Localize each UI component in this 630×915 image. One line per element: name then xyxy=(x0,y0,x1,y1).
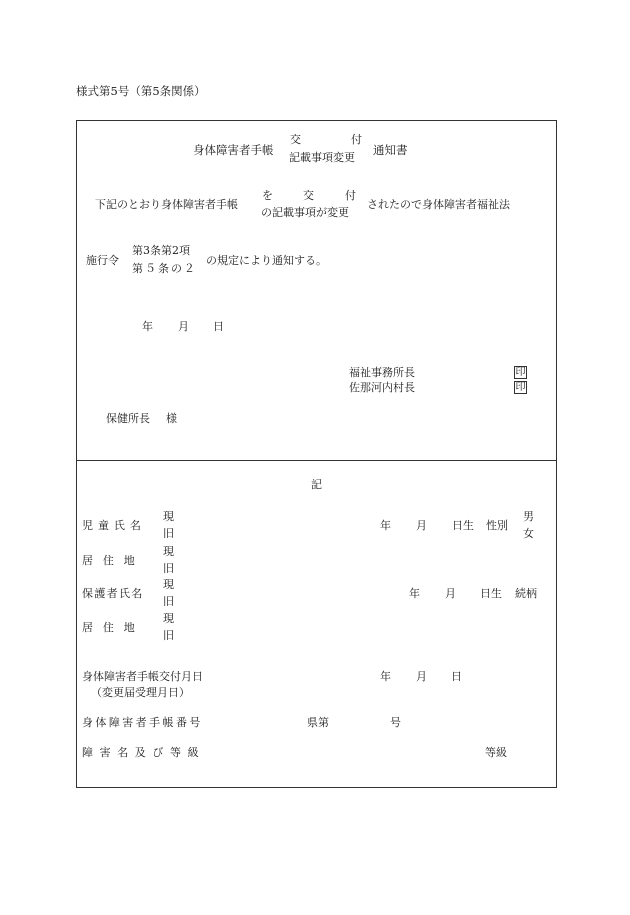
sentence2-option-top: 第3条第2項 xyxy=(132,244,190,257)
current-mark: 現 xyxy=(163,578,174,591)
birth-year: 年 xyxy=(380,519,391,532)
guardian-birth-day: 日生 xyxy=(480,587,502,600)
number-suffix: 号 xyxy=(390,716,401,729)
sentence1-suffix: されたので身体障害者福祉法 xyxy=(367,198,510,211)
issue-month: 月 xyxy=(416,670,427,683)
child-name-label: 児童氏名 xyxy=(82,519,146,532)
sentence1-option-top-a: を xyxy=(262,189,273,202)
sentence1-option-top-b: 交 xyxy=(303,189,314,202)
former-mark: 旧 xyxy=(163,527,174,540)
signer-title: 佐那河内村長 xyxy=(349,381,415,394)
signer-title: 福祉事務所長 xyxy=(349,366,415,379)
issue-day: 日 xyxy=(451,670,462,683)
sentence1-prefix: 下記のとおり身体障害者手帳 xyxy=(95,198,238,211)
guardian-name-label: 保護者氏名 xyxy=(82,587,144,600)
title-left: 身体障害者手帳 xyxy=(193,143,274,157)
disability-label: 障害名及び等級 xyxy=(82,746,206,759)
birth-month: 月 xyxy=(416,519,427,532)
sex-label: 性別 xyxy=(486,519,508,532)
guardian-birth-year: 年 xyxy=(409,587,420,600)
addressee-name: 保健所長 xyxy=(106,412,150,425)
seal-mark: 印 xyxy=(515,367,526,378)
issue-date-sublabel: （変更届受理月日） xyxy=(91,686,190,699)
details-box xyxy=(76,460,557,788)
sentence1-option-bottom: の記載事項が変更 xyxy=(261,206,349,219)
sex-male: 男 xyxy=(523,510,534,523)
birth-day: 日生 xyxy=(452,519,474,532)
issue-year: 年 xyxy=(380,670,391,683)
sentence2-suffix: の規定により通知する。 xyxy=(206,254,327,267)
date-month: 月 xyxy=(178,320,189,333)
current-mark: 現 xyxy=(163,545,174,558)
title-option-bottom: 記載事項変更 xyxy=(289,151,355,164)
former-mark: 旧 xyxy=(163,629,174,642)
address-label: 居住地 xyxy=(82,621,145,634)
details-heading: 記 xyxy=(311,478,322,491)
sex-female: 女 xyxy=(523,527,534,540)
addressee-honorific: 様 xyxy=(166,412,177,425)
form-label: 様式第5号（第5条関係） xyxy=(76,84,206,98)
title-option-top-a: 交 xyxy=(290,133,301,146)
seal-mark: 印 xyxy=(515,382,526,393)
issue-date-label: 身体障害者手帳交付月日 xyxy=(82,670,203,683)
title-right: 通知書 xyxy=(373,143,408,157)
sentence2-prefix: 施行令 xyxy=(86,254,119,267)
date-year: 年 xyxy=(142,320,153,333)
sentence1-option-top-c: 付 xyxy=(345,189,356,202)
sentence2-option-bottom: 第５条の２ xyxy=(132,262,197,275)
guardian-birth-month: 月 xyxy=(445,587,456,600)
current-mark: 現 xyxy=(163,510,174,523)
booklet-number-label: 身体障害者手帳番号 xyxy=(82,716,203,729)
prefecture-number-prefix: 県第 xyxy=(307,716,329,729)
former-mark: 旧 xyxy=(163,562,174,575)
title-option-top-b: 付 xyxy=(351,133,362,146)
grade-suffix: 等級 xyxy=(485,746,507,759)
date-day: 日 xyxy=(213,320,224,333)
current-mark: 現 xyxy=(163,612,174,625)
address-label: 居住地 xyxy=(82,554,145,567)
relation-label: 続柄 xyxy=(515,587,537,600)
former-mark: 旧 xyxy=(163,595,174,608)
notice-box xyxy=(76,120,557,461)
